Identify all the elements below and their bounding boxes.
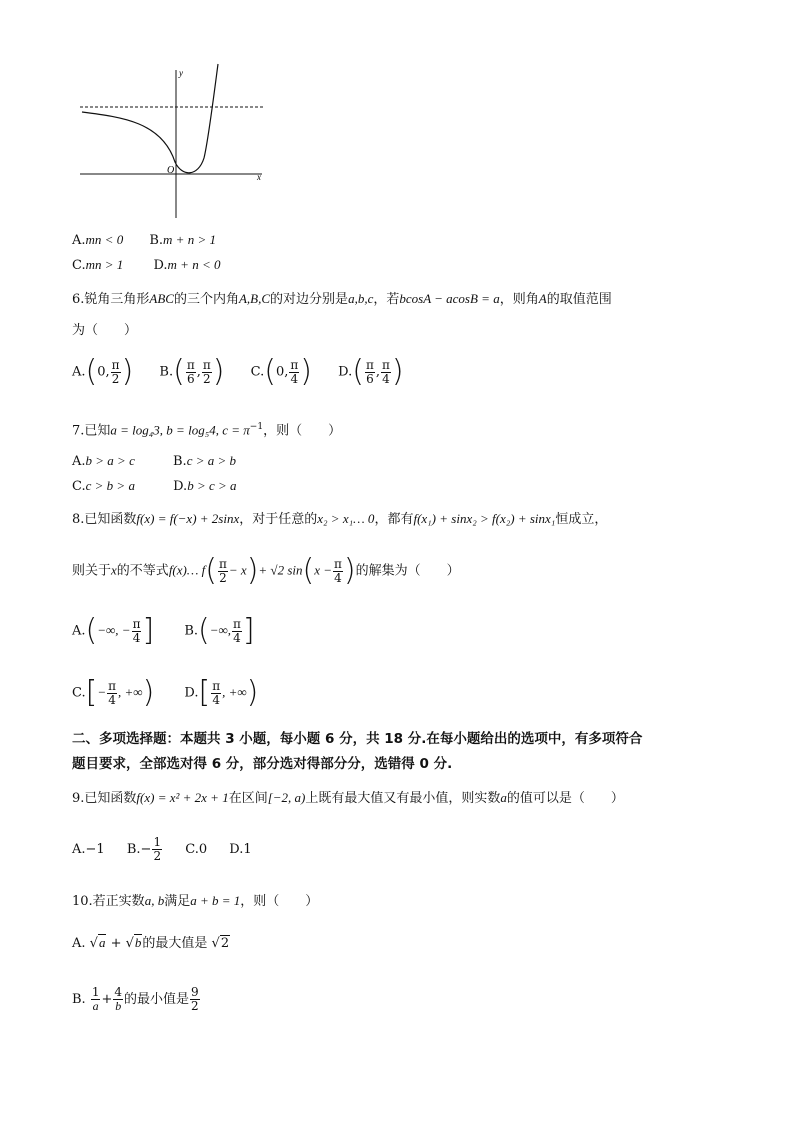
q6-option-c[interactable]: C.(0, $\frac{\pi}{4}$ ) (250, 354, 312, 389)
y-axis-label: y (179, 68, 183, 78)
section-2-heading: 二、多项选择题：本题共 3 小题，每小题 6 分，共 18 分.在每小题给出的选项中，有多项符合 (72, 731, 643, 747)
q6-stem: 6.锐角三角形ABC的三个内角A,B,C的对边分别是a,b,c，若bcosA − acosB = a，则角A的取值范围 (72, 291, 612, 307)
q7-option-c[interactable]: C.c > b > a (72, 478, 135, 494)
q10-option-a[interactable]: A. √a + √b的最大值是 √2 (72, 935, 230, 951)
q7-stem: 7.已知a = log₄3, b = log₅4, $c = \pi^{-1}$，则（ ） (72, 422, 342, 439)
q9-option-d[interactable]: D.1 (229, 842, 252, 857)
q8-option-d[interactable]: D.[ $\frac{\pi}{4}$ , +∞) (184, 675, 259, 710)
q10-option-b[interactable]: B. $\frac{1}{a}$ + $\frac{4}{b}$ 的最小值是 $\frac{9}{2}$ (72, 985, 199, 1013)
q9-stem: 9.已知函数f(x) = x² + 2x + 1在区间[−2, a)上既有最大值又有最小值，则实数a的值可以是（ ） (72, 790, 624, 806)
q8-options-row-2 (72, 676, 280, 710)
q8-option-c[interactable]: C.[− $\frac{\pi}{4}$ , +∞) (72, 675, 155, 710)
q8-option-b[interactable]: B.(−∞, $\frac{\pi}{4}$ ] (184, 613, 255, 648)
q5-option-c[interactable]: C.mn > 1 (72, 257, 124, 273)
q8-option-a[interactable]: A.(−∞, − $\frac{\pi}{4}$ ] (72, 613, 155, 648)
x-axis-label: x (257, 172, 261, 182)
q6-option-d[interactable]: D.( $\frac{\pi}{6}$ , $\frac{\pi}{4}$ ) (338, 354, 404, 389)
q5-options-row-2 (72, 256, 242, 275)
q7-option-a[interactable]: A.b > a > c (72, 453, 135, 469)
q8-options-row-1 (72, 614, 277, 648)
q7-option-d[interactable]: D.b > c > a (173, 478, 237, 494)
q9-option-c[interactable]: C.0 (185, 842, 208, 857)
section-2-heading-line2: 题目要求，全部选对得 6 分，部分选对得部分分，选错得 0 分. (72, 756, 453, 772)
q6-stem-line2: 为（ ） (72, 323, 138, 338)
q5-option-d[interactable]: D.m + n < 0 (153, 257, 221, 273)
q7-option-b[interactable]: B.c > a > b (173, 453, 237, 469)
q9-options (72, 836, 274, 863)
q9-option-a[interactable]: A.−1 (72, 842, 105, 857)
function-graph (72, 62, 272, 222)
function-curve (82, 64, 218, 173)
q10-stem: 10.若正实数a, b满足a + b = 1，则（ ） (72, 893, 319, 909)
q6-options (72, 355, 426, 389)
q5-option-b[interactable]: B.m + n > 1 (149, 232, 216, 248)
q9-option-b[interactable]: B.− $\frac{1}{2}$ (126, 835, 162, 863)
q8-stem: 8.已知函数f(x) = f(−x) + 2sinx，对于任意的x₂ > x₁… 0，都有f(x₁) + sinx₂ > f(x₂) + sinx₁恒成立， (72, 511, 608, 527)
q5-options-row-1 (72, 231, 238, 250)
q6-option-a[interactable]: A.(0, $\frac{\pi}{2}$ ) (72, 354, 134, 389)
q6-option-b[interactable]: B.( $\frac{\pi}{6}$ , $\frac{\pi}{2}$ ) (159, 354, 225, 389)
q7-options-row-2 (72, 477, 259, 496)
origin-label: O (167, 165, 175, 176)
q8-stem-line2: 则关于x的不等式f(x)… f( $\frac{\pi}{2}$ − x)+ √2 sin(x − $\frac{\pi}{4}$ )的解集为（ ） (72, 553, 460, 588)
q5-option-a[interactable]: A.mn < 0 (72, 232, 124, 248)
q7-options-row-1 (72, 452, 258, 471)
